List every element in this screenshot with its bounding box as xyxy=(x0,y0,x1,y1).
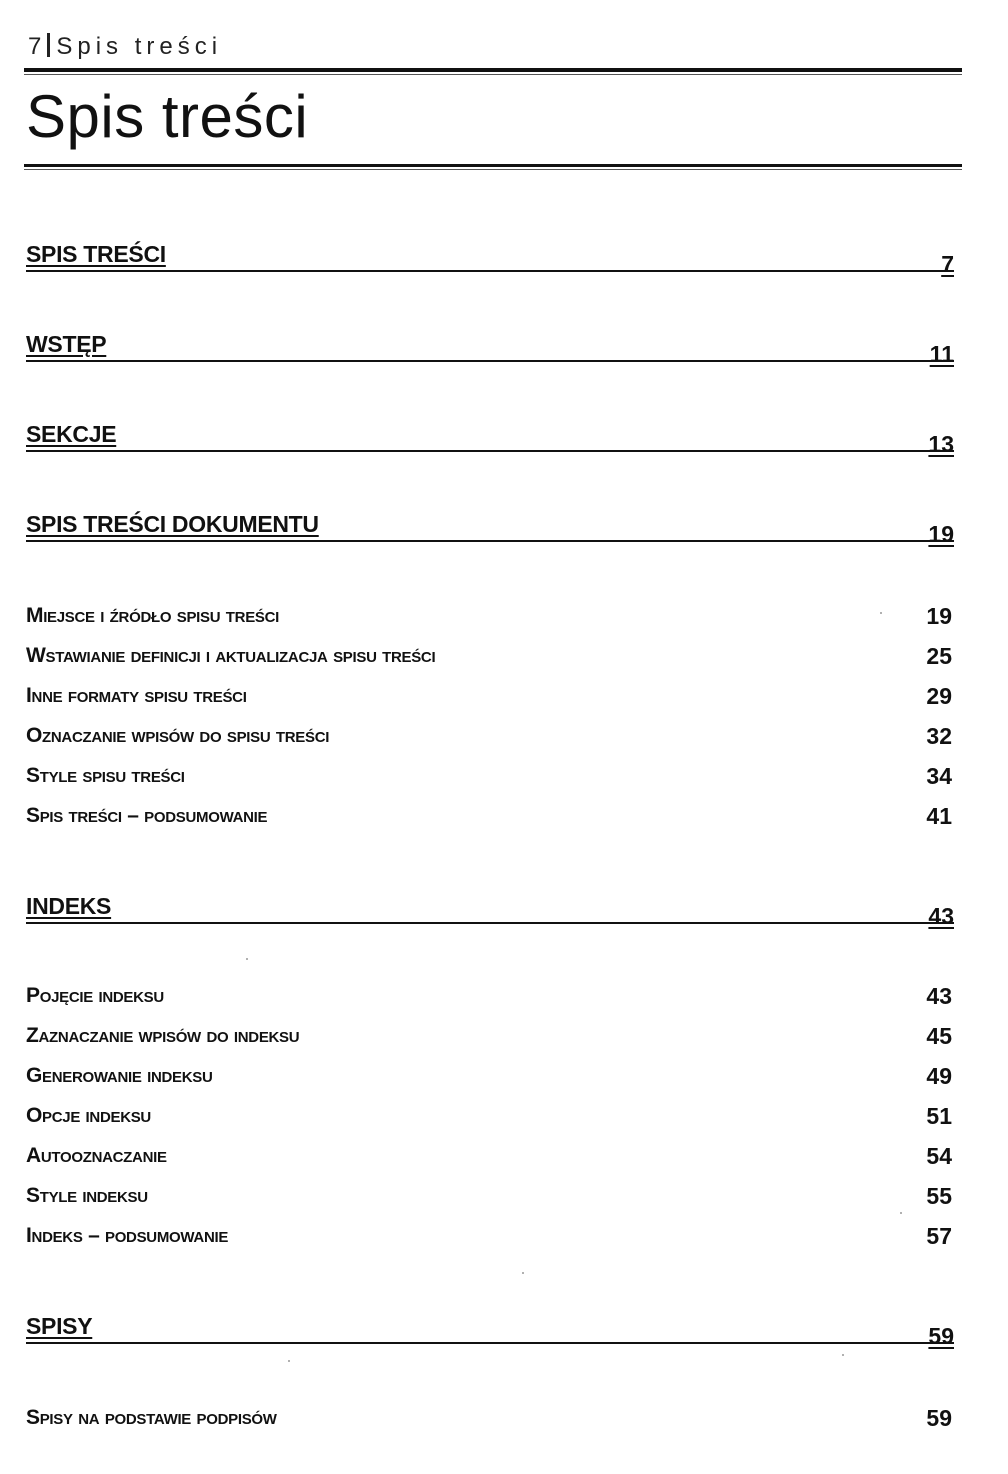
page-title: Spis treści xyxy=(26,83,309,150)
running-header-title: Spis treści xyxy=(56,33,223,60)
toc-section-entry xyxy=(26,680,952,710)
toc-entry-title: Style spisu treści xyxy=(26,764,185,787)
title-rule-thin xyxy=(24,169,962,170)
toc-entry-page-number: 19 xyxy=(928,521,954,547)
toc-entry-page-number: 32 xyxy=(926,723,952,749)
toc-entry-title: SPISY xyxy=(26,1313,93,1339)
running-header-separator xyxy=(47,33,50,57)
toc-entry-title: Style indeksu xyxy=(26,1184,148,1207)
toc-entry-page-number: 43 xyxy=(926,983,952,1009)
toc-entry-title: INDEKS xyxy=(26,893,112,919)
toc-entry-page-number: 13 xyxy=(928,431,954,457)
toc-section-entry xyxy=(26,760,952,790)
toc-entry-title: SEKCJE xyxy=(26,421,117,447)
toc-section-entry xyxy=(26,1220,952,1250)
toc-entry-title: Oznaczanie wpisów do spisu treści xyxy=(26,724,330,747)
toc-entry-title: SPIS TREŚCI DOKUMENTU xyxy=(26,511,319,537)
toc-entry-title: WSTĘP xyxy=(26,331,107,357)
toc-entry-page-number: 19 xyxy=(926,603,952,629)
scan-speck xyxy=(522,1272,524,1274)
toc-entry-page-number: 51 xyxy=(926,1103,952,1129)
toc-entry-title: Spis treści – podsumowanie xyxy=(26,804,268,827)
header-rule-thin xyxy=(24,74,962,75)
toc-entry-page-number: 54 xyxy=(926,1143,952,1169)
toc-chapter-entry xyxy=(26,890,954,929)
toc-entry-page-number: 11 xyxy=(929,341,954,367)
toc-entry-page-number: 41 xyxy=(926,803,952,829)
toc-entry-title: Zaznaczanie wpisów do indeksu xyxy=(26,1024,300,1047)
toc-section-entry xyxy=(26,1060,952,1090)
toc-entry-page-number: 25 xyxy=(926,643,952,669)
toc-section-entry xyxy=(26,980,952,1010)
running-header xyxy=(28,30,222,61)
toc-chapter-entry xyxy=(26,418,954,457)
toc-entry-page-number: 29 xyxy=(926,683,952,709)
toc-entry-title: Spisy na podstawie podpisów xyxy=(26,1406,277,1429)
toc-section-entry xyxy=(26,720,952,750)
toc-entry-page-number: 45 xyxy=(926,1023,952,1049)
toc-entry-title: Wstawianie definicji i aktualizacja spisu treści xyxy=(26,644,436,667)
toc-section-entry xyxy=(26,1402,952,1432)
running-header-page-number: 7 xyxy=(28,33,42,60)
toc-entry-page-number: 59 xyxy=(926,1405,952,1431)
scan-speck xyxy=(880,612,882,614)
scan-speck xyxy=(246,958,248,960)
toc-section-entry xyxy=(26,1140,952,1170)
toc-entry-title: Generowanie indeksu xyxy=(26,1064,213,1087)
toc-chapter-entry xyxy=(26,1310,954,1349)
toc-entry-page-number: 57 xyxy=(926,1223,952,1249)
toc-entry-page-number: 55 xyxy=(926,1183,952,1209)
toc-chapter-entry xyxy=(26,508,954,547)
toc-section-entry xyxy=(26,1180,952,1210)
toc-section-entry xyxy=(26,640,952,670)
toc-chapter-entry xyxy=(26,238,954,277)
toc-section-entry xyxy=(26,600,952,630)
toc-entry-title: SPIS TREŚCI xyxy=(26,241,166,267)
toc-entry-page-number: 43 xyxy=(928,903,954,929)
toc-entry-page-number: 34 xyxy=(926,763,952,789)
toc-section-entry xyxy=(26,1100,952,1130)
header-rule xyxy=(24,68,962,72)
toc-section-entry xyxy=(26,1020,952,1050)
scan-speck xyxy=(842,1354,844,1356)
toc-entry-title: Indeks – podsumowanie xyxy=(26,1224,229,1247)
toc-entry-page-number: 7 xyxy=(941,251,954,277)
toc-section-entry xyxy=(26,800,952,830)
title-rule xyxy=(24,164,962,167)
toc-entry-title: Pojęcie indeksu xyxy=(26,984,164,1007)
scan-speck xyxy=(288,1360,290,1362)
toc-entry-title: Inne formaty spisu treści xyxy=(26,684,247,707)
toc-entry-title: Miejsce i źródło spisu treści xyxy=(26,604,280,627)
toc-entry-page-number: 49 xyxy=(926,1063,952,1089)
toc-chapter-entry xyxy=(26,328,954,367)
toc-entry-title: Autooznaczanie xyxy=(26,1144,167,1167)
toc-entry-title: Opcje indeksu xyxy=(26,1104,151,1127)
scan-speck xyxy=(900,1212,902,1214)
toc-entry-page-number: 59 xyxy=(928,1323,954,1349)
